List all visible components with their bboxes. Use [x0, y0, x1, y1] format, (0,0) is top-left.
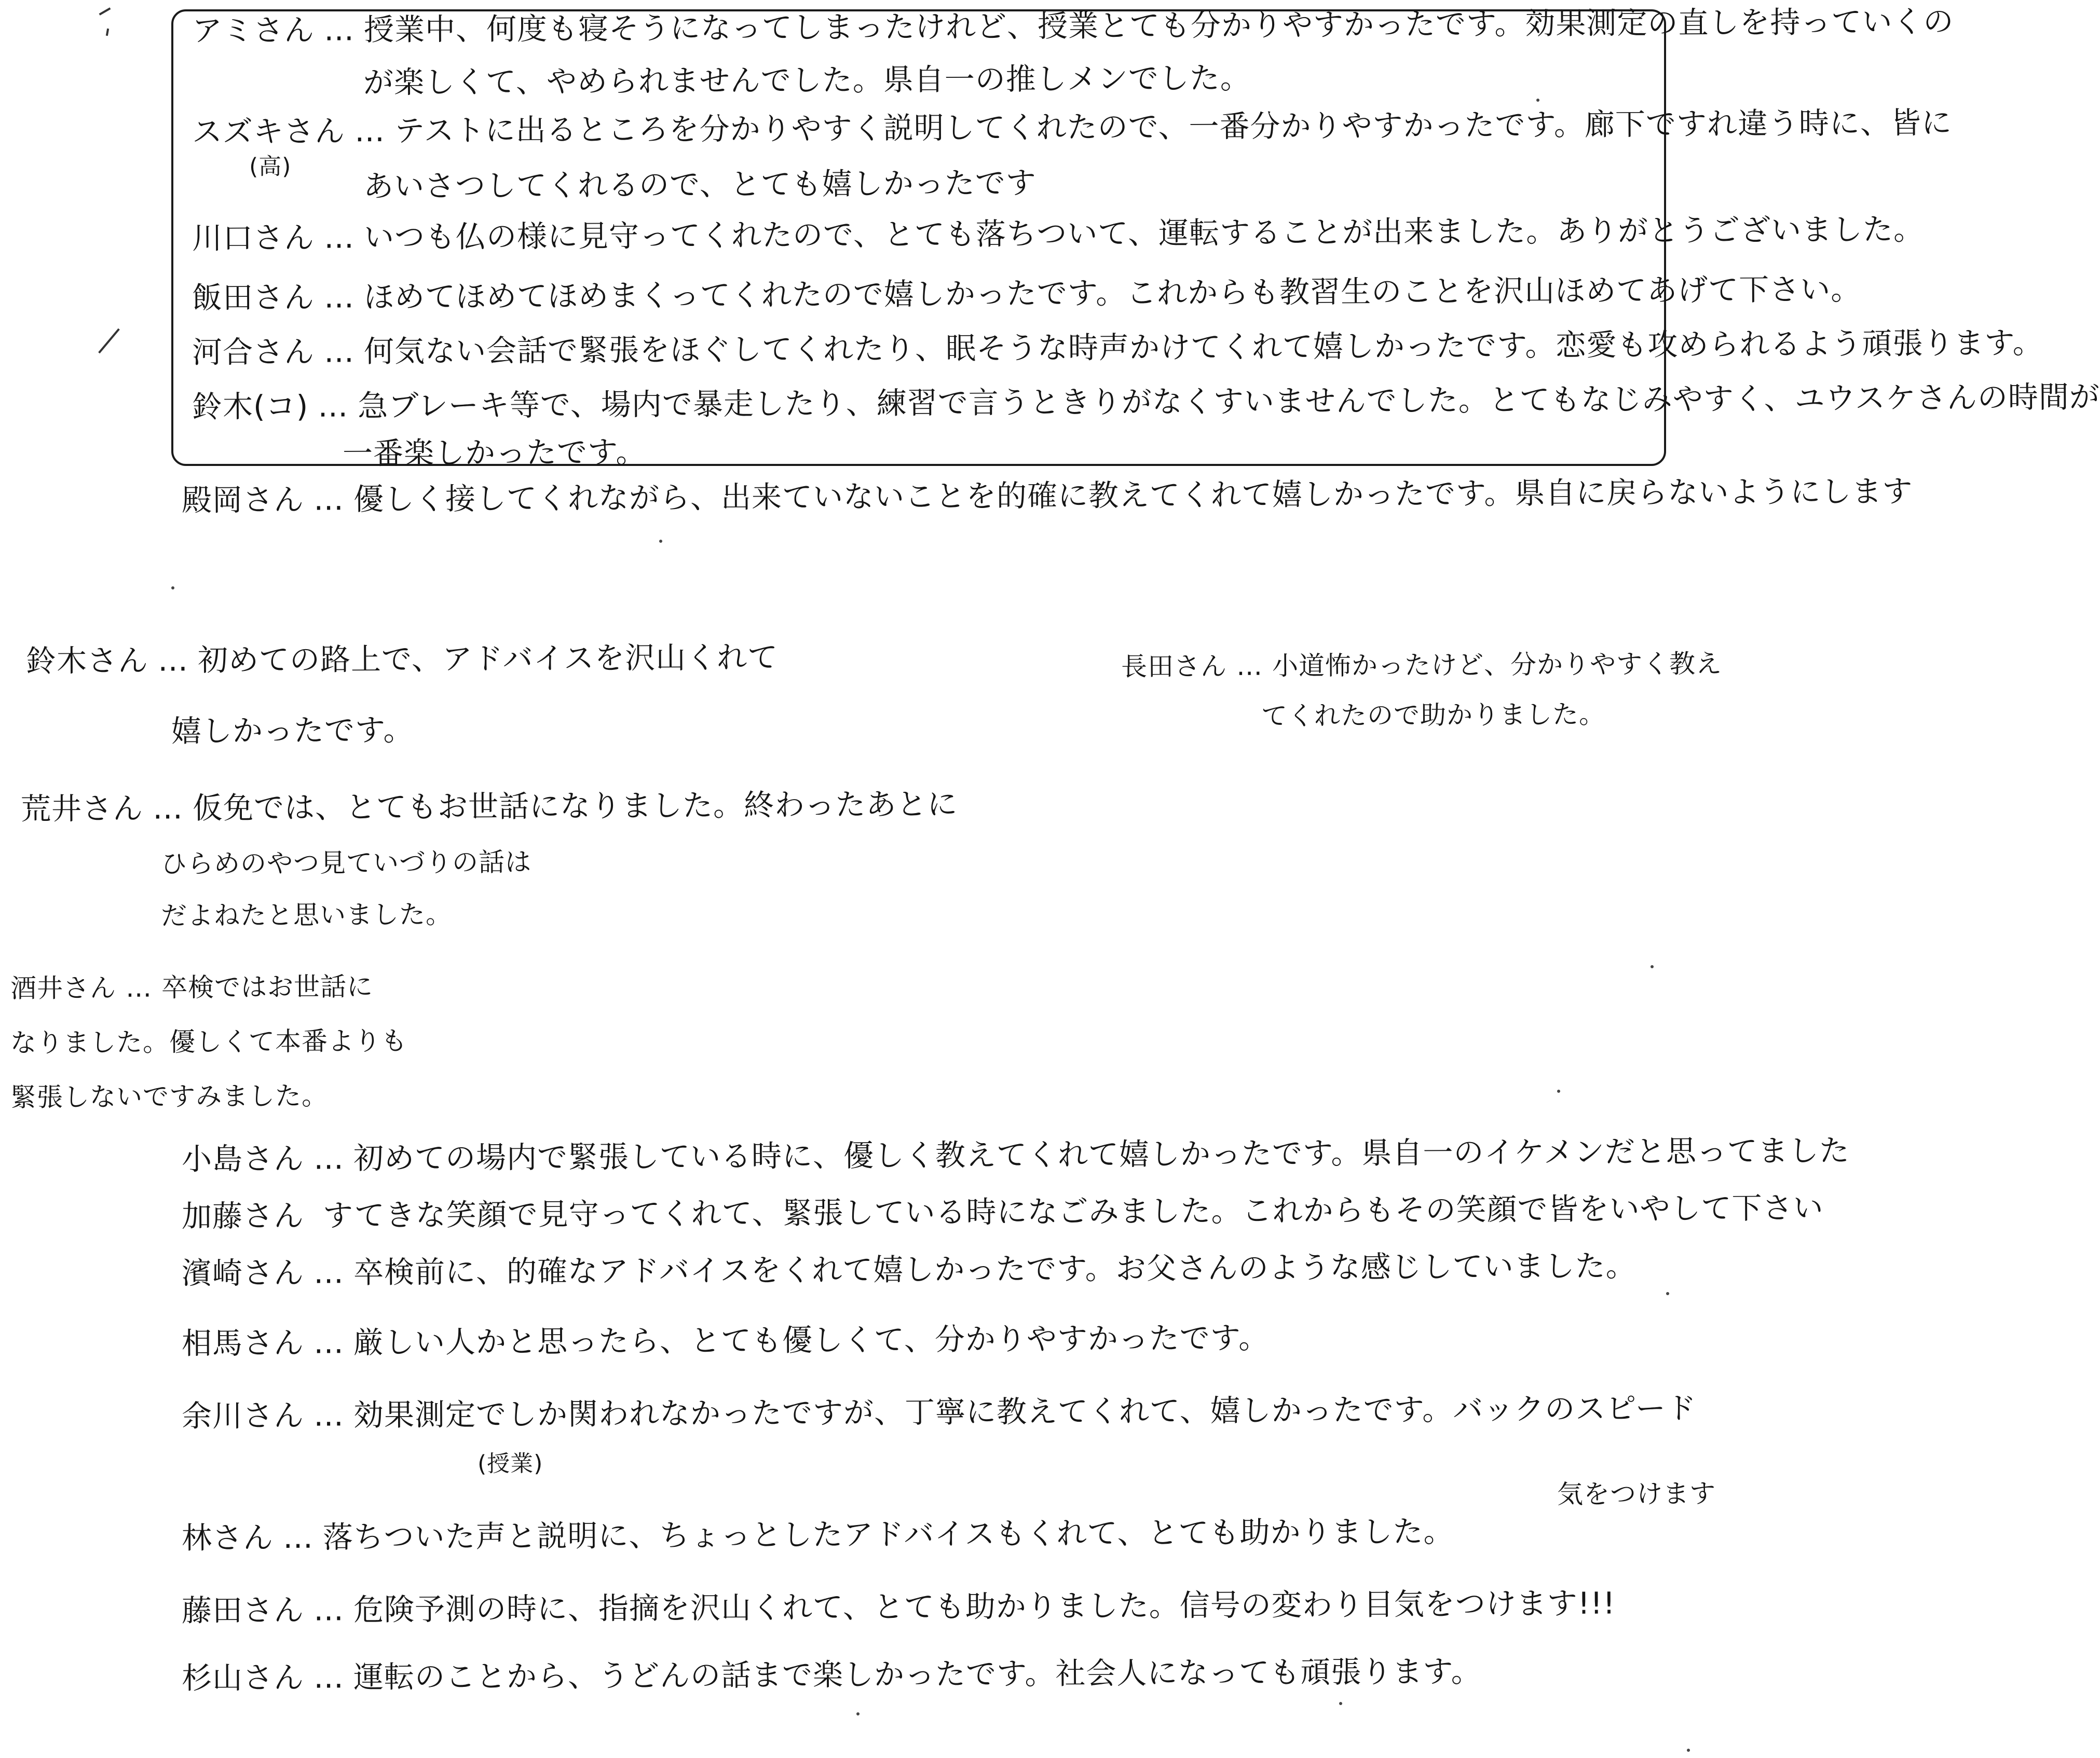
comment-arai-line-3: [161, 901, 452, 929]
comment-osada-line-2: [1261, 699, 1606, 731]
ellipsis: …: [313, 1325, 345, 1361]
comment-text: あいさつしてくれるので、とても嬉しかったです: [363, 165, 1037, 204]
comment-suzuki-line-2: [363, 165, 1037, 204]
comment-text: 小道怖かったけど、分かりやすく教え: [1272, 648, 1723, 681]
commenter-name: 林さん: [181, 1520, 274, 1556]
comment-sugiyama: [181, 1653, 1482, 1696]
comment-text: だよねたと思いました。: [160, 899, 453, 931]
ellipsis: …: [313, 1255, 345, 1290]
commenter-name: 鈴木(コ): [192, 388, 309, 424]
comment-text: 危険予測の時に、指摘を沢山くれて、とても助かりました。信号の変わり目気をつけます!!!: [353, 1585, 1616, 1628]
comment-yokawa-tail: [1557, 1480, 1716, 1507]
commenter-name: 小島さん: [181, 1141, 305, 1177]
comment-suzuki-road-line-2: [171, 712, 414, 749]
scan-speck: [1666, 1292, 1669, 1295]
commenter-name: 飯田さん: [192, 279, 315, 315]
comment-text: 初めての路上で、アドバイスを沢山くれて: [197, 639, 779, 678]
comment-ami-line-1: [192, 6, 1954, 46]
comment-suzuki-ko-line-2: [342, 434, 647, 471]
ellipsis: …: [323, 279, 355, 315]
comment-text: 授業中、何度も寝そうになってしまったけれど、授業とても分かりやすかったです。効果測定の直しを持っていくの: [363, 4, 1954, 48]
comment-text: 優しく接してくれながら、出来ていないことを的確に教えてくれて嬉しかったです。県自に戻らないようにします: [353, 473, 1913, 517]
ellipsis: …: [313, 1141, 345, 1176]
commenter-name: スズキさん: [192, 113, 346, 149]
commenter-name: アミさん: [192, 12, 315, 48]
comment-suzuki-line-1: [192, 107, 1952, 147]
scan-speck: [1536, 99, 1539, 102]
comment-soma: [181, 1320, 1270, 1361]
comment-kojima: [181, 1133, 1850, 1177]
comment-text: 何気ない会話で緊張をほぐしてくれたり、眠そうな時声かけてくれて嬉しかったです。恋愛も攻められるよう頑張ります。: [363, 325, 2043, 369]
commenter-name: 川口さん: [192, 219, 315, 256]
comment-text: 初めての場内で緊張している時に、優しく教えてくれて嬉しかったです。県自一のイケメンだと思ってました: [353, 1133, 1850, 1176]
comment-text: なりました。優しくて本番よりも: [10, 1025, 408, 1058]
comment-kawaguchi-line-1: [192, 211, 1925, 256]
commenter-name: 荒井さん: [20, 790, 144, 827]
comment-fujita: [181, 1585, 1616, 1628]
scan-speck: [1687, 1749, 1690, 1752]
ellipsis: …: [313, 482, 345, 517]
ellipsis: …: [313, 1659, 345, 1695]
commenter-name: 杉山さん: [181, 1659, 305, 1696]
comment-text: すてきな笑顔で見守ってくれて、緊張している時になごみました。これからもその笑顔で皆をいやして下さい: [322, 1190, 1824, 1233]
caret-insert: (授業): [477, 1450, 543, 1477]
commenter-sub: (高): [249, 153, 292, 180]
comment-text: てくれたので助かりました。: [1261, 699, 1606, 731]
comment-text: 仮免では、とてもお世話になりました。終わったあとに: [192, 786, 958, 826]
comment-text: 厳しい人かと思ったら、とても優しくて、分かりやすかったです。: [353, 1320, 1270, 1361]
scan-speck: [1339, 1702, 1342, 1705]
stray-mark: [99, 7, 111, 15]
comment-hayashi: [181, 1514, 1454, 1556]
comment-sakai-line-2: [10, 1025, 408, 1058]
comment-suzuki-road-line-1: [25, 639, 779, 679]
comment-sakai-line-3: [10, 1080, 329, 1113]
scan-speck: [171, 586, 174, 589]
commenter-name: 酒井さん: [10, 972, 117, 1004]
ellipsis: …: [318, 388, 349, 424]
scan-speck: [659, 540, 662, 543]
ellipsis: …: [157, 642, 189, 678]
ellipsis: …: [323, 334, 355, 369]
comment-text: 卒検前に、的確なアドバイスをくれて嬉しかったです。お父さんのような感じしていました。: [353, 1248, 1637, 1290]
comment-sakai-line-1: [10, 971, 374, 1004]
ellipsis: …: [323, 12, 355, 48]
commenter-name: 濱崎さん: [181, 1255, 305, 1291]
scan-speck: [856, 1712, 860, 1715]
comment-kato: [181, 1190, 1824, 1234]
comment-suzuki-ko-line-1: [192, 379, 2100, 424]
commenter-name: 余川さん: [181, 1397, 305, 1434]
ellipsis: …: [1236, 651, 1263, 681]
comment-tonooka: [181, 473, 1913, 518]
comment-text: 緊張しないですみました。: [10, 1080, 329, 1113]
scan-speck: [1557, 1090, 1560, 1093]
comment-hamasaki: [181, 1248, 1637, 1291]
comment-iida-line-1: [192, 271, 1862, 315]
comment-text: 嬉しかったです。: [171, 712, 414, 749]
ellipsis: …: [125, 972, 153, 1003]
comment-text: いつも仏の様に見守ってくれたので、とても落ちついて、運転することが出来ました。ありがとうございました。: [363, 211, 1925, 255]
commenter-name: 河合さん: [192, 334, 315, 370]
stray-mark: [98, 328, 120, 354]
commenter-name: 相馬さん: [181, 1325, 305, 1361]
comment-text: ひらめのやつ見ていづりの話は: [160, 847, 532, 879]
commenter-subtitle: [249, 153, 292, 180]
comment-ami-line-2: [363, 60, 1251, 100]
comment-text: 気をつけます: [1557, 1478, 1716, 1509]
comment-text: 効果測定でしか関われなかったですが、丁寧に教えてくれて、嬉しかったです。バックのスピード: [353, 1390, 1697, 1433]
comment-text: テストに出るところを分かりやすく説明してくれたので、一番分かりやすかったです。廊下ですれ違う時に、皆に: [394, 105, 1953, 148]
comment-yokawa-caret: [478, 1452, 543, 1476]
comment-text: ほめてほめてほめまくってくれたので嬉しかったです。これからも教習生のことを沢山ほめてあげて下さい。: [363, 271, 1862, 315]
comment-text: 卒検ではお世話に: [161, 971, 374, 1003]
ellipsis: …: [152, 790, 184, 826]
comment-kawai-line-1: [192, 325, 2043, 370]
comment-text: 落ちついた声と説明に、ちょっとしたアドバイスもくれて、とても助かりました。: [322, 1514, 1454, 1555]
ellipsis: …: [354, 113, 386, 149]
comment-arai-line-2: [161, 849, 531, 877]
commenter-name: 鈴木さん: [25, 642, 149, 679]
comment-osada-line-1: [1121, 648, 1723, 682]
scan-speck: [1651, 965, 1654, 968]
comment-text: 一番楽しかったです。: [342, 434, 647, 471]
comment-text: が楽しくて、やめられませんでした。県自一の推しメンでした。: [363, 60, 1251, 100]
comment-yokawa: [181, 1390, 1697, 1434]
ellipsis: …: [313, 1397, 345, 1433]
comment-arai-line-1: [20, 786, 958, 827]
stray-mark: [106, 29, 109, 36]
commenter-name: 長田さん: [1121, 651, 1228, 682]
comment-text: 運転のことから、うどんの話まで楽しかったです。社会人になっても頑張ります。: [353, 1653, 1482, 1695]
comment-text: 急ブレーキ等で、場内で暴走したり、練習で言うときりがなくすいませんでした。とてもなじみやすく、ユウスケさんの時間が: [358, 379, 2100, 424]
commenter-name: 藤田さん: [181, 1592, 305, 1628]
ellipsis: …: [313, 1592, 345, 1628]
commenter-name: 殿岡さん: [181, 482, 305, 518]
commenter-name: 加藤さん: [181, 1198, 305, 1234]
ellipsis: …: [282, 1519, 314, 1555]
ellipsis: …: [323, 219, 355, 255]
